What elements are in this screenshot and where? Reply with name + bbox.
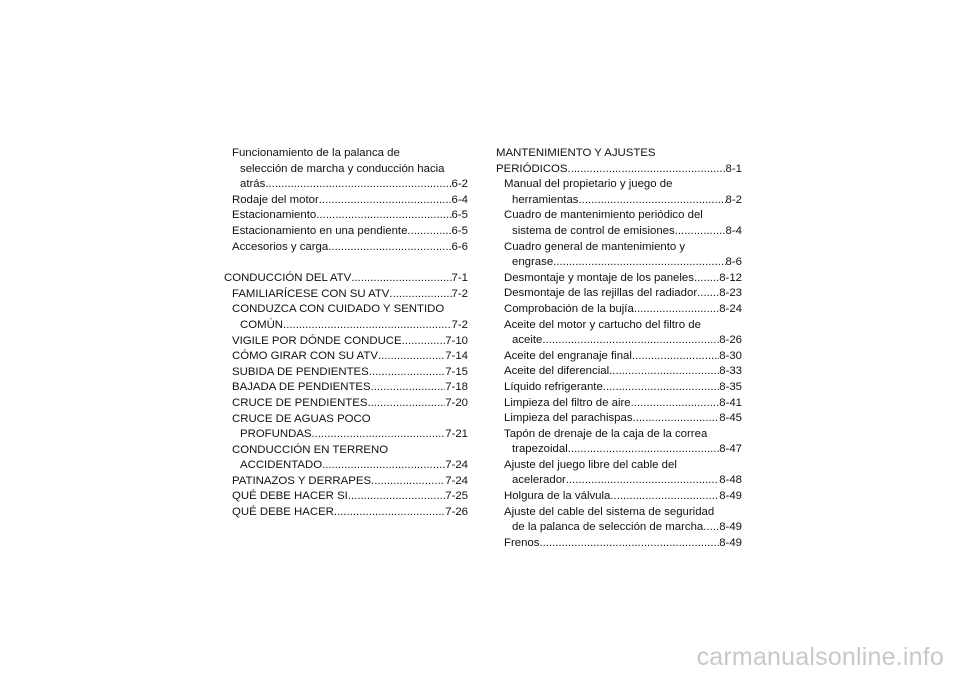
dot-leader: [351, 271, 451, 287]
toc-entry[interactable]: [224, 208, 468, 224]
toc-entry-title: sistema de control de emisiones: [512, 224, 675, 237]
toc-entry-title: acelerador: [512, 474, 566, 487]
toc-entry-title: Funcionamiento de la palanca de: [232, 147, 400, 159]
toc-left-column: [224, 146, 468, 521]
toc-entry-title: Comprobación de la bujía: [504, 302, 634, 315]
toc-entry-title: CONDUCCIÓN DEL ATV: [224, 272, 352, 285]
toc-entry-title: COMÚN: [240, 318, 284, 331]
toc-entry-page: 8-26: [719, 334, 742, 347]
dot-leader: [319, 193, 452, 209]
toc-entry: [224, 412, 468, 428]
toc-entry[interactable]: [224, 240, 468, 256]
toc-entry-title: FAMILIARÍCESE CON SU ATV: [232, 287, 390, 300]
toc-entry-title: trapezoidal: [512, 443, 568, 456]
toc-entry-title: CRUCE DE AGUAS POCO: [232, 412, 371, 425]
toc-entry-title: SUBIDA DE PENDIENTES: [232, 365, 369, 378]
toc-entry[interactable]: [224, 349, 468, 365]
toc-entry[interactable]: [496, 302, 742, 318]
toc-entry-page: 8-49: [719, 490, 742, 503]
toc-entry: [496, 208, 742, 224]
toc-entry[interactable]: [496, 271, 742, 287]
toc-entry-page: 7-18: [445, 381, 468, 394]
dot-leader: [697, 286, 719, 302]
toc-entry[interactable]: [496, 286, 742, 302]
dot-leader: [675, 224, 726, 240]
toc-entry-page: 8-48: [719, 474, 742, 487]
toc-entry-page: 6-2: [451, 178, 468, 191]
toc-entry-page: 8-35: [719, 380, 742, 393]
dot-leader: [367, 396, 445, 412]
dot-leader: [369, 365, 445, 381]
toc-entry[interactable]: [496, 333, 742, 349]
toc-entry-title: Aceite del engranaje final: [504, 349, 632, 362]
toc-entry-page: 6-6: [451, 240, 468, 253]
toc-entry: [496, 318, 742, 334]
toc-entry-page: 8-12: [719, 271, 742, 284]
dot-leader: [312, 427, 446, 443]
toc-entry[interactable]: [496, 396, 742, 412]
toc-entry[interactable]: [224, 334, 468, 350]
toc-entry[interactable]: [496, 442, 742, 458]
dot-leader: [568, 442, 719, 458]
toc-entry-title: Desmontaje de las rejillas del radiador: [504, 287, 698, 300]
toc-entry: [496, 505, 742, 521]
toc-entry[interactable]: [224, 489, 468, 505]
toc-entry-page: 7-2: [451, 318, 468, 331]
toc-entry-page: 7-2: [451, 287, 468, 300]
toc-entry-page: 8-41: [719, 396, 742, 409]
toc-entry-title: aceite: [512, 334, 543, 347]
dot-leader: [328, 240, 451, 256]
toc-entry[interactable]: [496, 536, 742, 552]
toc-entry-title: CRUCE DE PENDIENTES: [232, 396, 368, 409]
toc-entry-page: 6-5: [451, 224, 468, 237]
toc-entry-title: atrás: [240, 178, 266, 191]
dot-leader: [634, 302, 719, 318]
dot-leader: [389, 287, 451, 303]
toc-entry[interactable]: [224, 396, 468, 412]
toc-entry-page: 8-23: [719, 287, 742, 300]
toc-entry[interactable]: [496, 162, 742, 178]
dot-leader: [539, 536, 719, 552]
toc-entry-page: 7-21: [445, 428, 468, 441]
toc-entry-title: VIGILE POR DÓNDE CONDUCE: [232, 334, 402, 347]
dot-leader: [568, 162, 726, 178]
toc-entry[interactable]: [224, 224, 468, 240]
toc-entry-title: BAJADA DE PENDIENTES: [232, 381, 371, 394]
toc-entry-page: 8-6: [725, 256, 742, 269]
dot-leader: [553, 255, 725, 271]
dot-leader: [316, 208, 451, 224]
toc-entry-page: 8-49: [719, 521, 742, 534]
toc-entry[interactable]: [496, 380, 742, 396]
toc-entry-page: 7-24: [445, 474, 468, 487]
toc-entry[interactable]: [496, 349, 742, 365]
dot-leader: [265, 177, 451, 193]
toc-entry-page: 7-14: [445, 350, 468, 363]
toc-entry-title: Estacionamiento: [232, 209, 317, 222]
toc-entry[interactable]: [224, 318, 468, 334]
dot-leader: [283, 318, 452, 334]
toc-entry-title: QUÉ DEBE HACER...: [232, 506, 344, 519]
toc-entry-title: Ajuste del cable del sistema de seguridad: [504, 505, 715, 518]
toc-entry[interactable]: [496, 520, 742, 536]
toc-entry-page: 6-5: [451, 209, 468, 222]
dot-leader: [348, 489, 445, 505]
toc-entry-title: herramientas: [512, 193, 579, 206]
dot-leader: [322, 458, 445, 474]
toc-entry-page: 8-30: [719, 349, 742, 362]
toc-entry[interactable]: [496, 255, 742, 271]
toc-entry-page: 7-25: [445, 490, 468, 503]
toc-entry-title: Cuadro general de mantenimiento y: [504, 240, 686, 253]
dot-leader: [610, 489, 719, 505]
dot-leader: [578, 193, 725, 209]
toc-entry-page: 7-20: [445, 396, 468, 409]
toc-entry: [224, 302, 468, 318]
toc-entry-title: Estacionamiento en una pendiente: [232, 224, 408, 237]
toc-entry-page: 8-1: [725, 162, 742, 175]
watermark: carmanualsonline.info: [696, 643, 944, 671]
toc-entry: [224, 162, 468, 178]
toc-entry[interactable]: [496, 473, 742, 489]
dot-leader: [407, 224, 451, 240]
toc-entry[interactable]: [496, 411, 742, 427]
dot-leader: [371, 380, 446, 396]
toc-entry-title: engrase: [512, 256, 554, 269]
toc-entry: [496, 240, 742, 256]
dot-leader: [371, 474, 445, 490]
toc-entry-title: PATINAZOS Y DERRAPES: [232, 474, 372, 487]
toc-entry-page: 8-24: [719, 302, 742, 315]
toc-entry-title: Cuadro de mantenimiento periódico del: [504, 209, 703, 222]
dot-leader: [631, 396, 720, 412]
toc-entry-title: de la palanca de selección de marcha: [512, 521, 704, 534]
toc-right-column: [496, 146, 742, 551]
dot-leader: [703, 520, 719, 536]
toc-entry-title: PROFUNDAS: [240, 428, 312, 441]
toc-entry-page: 8-49: [719, 536, 742, 549]
toc-entry[interactable]: [496, 364, 742, 380]
toc-entry-title: Holgura de la válvula: [504, 490, 611, 503]
toc-entry-page: 7-26: [445, 506, 468, 519]
toc-entry[interactable]: [224, 458, 468, 474]
toc-entry-page: 8-4: [725, 224, 742, 237]
toc-entry-page: 8-33: [719, 365, 742, 378]
toc-entry-title: CÓMO GIRAR CON SU ATV: [232, 350, 378, 363]
dot-leader: [402, 334, 446, 350]
toc-entry-title: Tapón de drenaje de la caja de la correa: [504, 427, 708, 440]
toc-entry-title: selección de marcha y conducción hacia: [240, 162, 445, 175]
toc-entry-page: 6-4: [451, 193, 468, 206]
toc-entry-title: Accesorios y carga: [232, 240, 329, 253]
toc-entry: [496, 177, 742, 193]
section-gap: [224, 255, 468, 271]
toc-entry-page: 7-15: [445, 365, 468, 378]
toc-entry: [496, 458, 742, 474]
toc-entry-page: 8-47: [719, 443, 742, 456]
toc-entry-title: MANTENIMIENTO Y AJUSTES: [496, 147, 656, 159]
dot-leader: [542, 333, 719, 349]
toc-entry-title: Aceite del motor y cartucho del filtro de: [504, 318, 701, 331]
toc-entry: [496, 146, 742, 162]
toc-entry-title: QUÉ DEBE HACER SI: [232, 490, 348, 503]
toc-entry[interactable]: [224, 505, 468, 521]
toc-entry[interactable]: [224, 287, 468, 303]
dot-leader: [603, 380, 719, 396]
toc-entry[interactable]: [496, 489, 742, 505]
toc-entry-title: CONDUCCIÓN EN TERRENO: [232, 443, 389, 456]
toc-entry-title: Limpieza del filtro de aire: [504, 396, 631, 409]
toc-entry-title: CONDUZCA CON CUIDADO Y SENTIDO: [232, 303, 445, 316]
toc-entry-page: 7-10: [445, 334, 468, 347]
toc-entry-title: Rodaje del motor: [232, 193, 319, 206]
toc-entry[interactable]: [224, 380, 468, 396]
toc-entry[interactable]: [224, 474, 468, 490]
toc-entry-page: 8-2: [725, 193, 742, 206]
toc-entry-title: PERIÓDICOS: [496, 162, 568, 175]
dot-leader: [343, 505, 445, 521]
toc-entry[interactable]: [224, 365, 468, 381]
toc-entry-page: 7-1: [451, 272, 468, 285]
toc-entry-title: Limpieza del parachispas: [504, 412, 633, 425]
dot-leader: [609, 364, 719, 380]
toc-entry-title: Ajuste del juego libre del cable del: [504, 458, 677, 471]
toc-entry-title: Líquido refrigerante: [504, 380, 603, 393]
dot-leader: [632, 349, 719, 365]
toc-entry: [224, 146, 468, 162]
toc-entry[interactable]: [224, 193, 468, 209]
toc-entry-title: Desmontaje y montaje de los paneles: [504, 271, 694, 284]
toc-entry[interactable]: [224, 177, 468, 193]
toc-entry-title: Aceite del diferencial: [504, 365, 610, 378]
toc-entry[interactable]: [496, 224, 742, 240]
toc-entry[interactable]: [496, 193, 742, 209]
dot-leader: [694, 271, 719, 287]
dot-leader: [633, 411, 720, 427]
toc-entry-page: 8-45: [719, 412, 742, 425]
toc-entry-page: 7-24: [445, 459, 468, 472]
toc-entry: [496, 427, 742, 443]
toc-entry: [224, 443, 468, 459]
toc-entry-title: Frenos: [504, 536, 540, 549]
dot-leader: [378, 349, 445, 365]
dot-leader: [566, 473, 719, 489]
toc-entry[interactable]: [224, 271, 468, 287]
toc-entry-title: ACCIDENTADO: [240, 459, 323, 472]
toc-entry-title: Manual del propietario y juego de: [504, 178, 673, 191]
toc-entry[interactable]: [224, 427, 468, 443]
